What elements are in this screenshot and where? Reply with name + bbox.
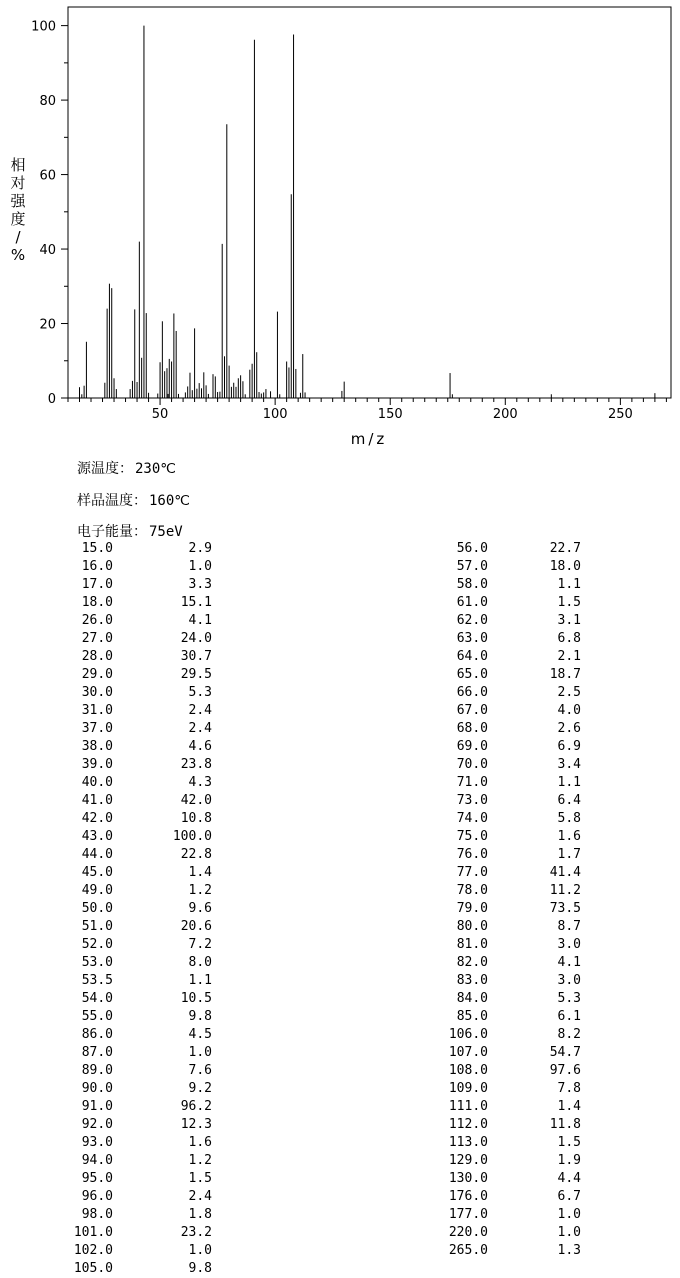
peak-intensity: 4.1	[557, 955, 581, 970]
peak-intensity: 9.8	[188, 1009, 212, 1024]
peak-mz: 109.0	[448, 1081, 488, 1096]
peak-row	[0, 648, 680, 666]
peak-intensity: 9.8	[188, 1261, 212, 1276]
x-tick-label: 100	[262, 407, 288, 422]
peak-intensity: 2.4	[188, 721, 212, 736]
peak-intensity: 1.1	[557, 775, 581, 790]
peak-row	[0, 1188, 680, 1206]
peak-mz: 86.0	[81, 1027, 113, 1042]
peak-row	[0, 1206, 680, 1224]
peak-intensity: 5.8	[557, 811, 581, 826]
x-axis-ticks	[68, 398, 666, 422]
peak-intensity: 1.5	[557, 595, 581, 610]
peak-intensity: 9.6	[188, 901, 212, 916]
peak-mz: 98.0	[81, 1207, 113, 1222]
peak-intensity: 24.0	[180, 631, 212, 646]
peak-row	[0, 846, 680, 864]
peak-intensity: 11.8	[549, 1117, 581, 1132]
peak-row	[0, 1152, 680, 1170]
peak-row	[0, 1116, 680, 1134]
peak-row	[0, 1062, 680, 1080]
peak-intensity: 4.0	[557, 703, 581, 718]
peak-intensity: 6.7	[557, 1189, 581, 1204]
electron-energy	[77, 521, 183, 541]
peak-intensity: 4.3	[188, 775, 212, 790]
peak-row	[0, 972, 680, 990]
peak-row	[0, 792, 680, 810]
peak-intensity: 5.3	[188, 685, 212, 700]
peak-intensity: 1.1	[557, 577, 581, 592]
peak-intensity: 97.6	[549, 1063, 581, 1078]
y-tick-label: 40	[39, 243, 56, 259]
peak-mz: 85.0	[456, 1009, 488, 1024]
peak-mz: 79.0	[456, 901, 488, 916]
peak-mz: 73.0	[456, 793, 488, 808]
peak-intensity: 1.9	[557, 1153, 581, 1168]
peak-mz: 65.0	[456, 667, 488, 682]
peak-intensity: 10.8	[180, 811, 212, 826]
peak-mz: 41.0	[81, 793, 113, 808]
peak-mz: 82.0	[456, 955, 488, 970]
peak-mz: 83.0	[456, 973, 488, 988]
peak-intensity: 1.8	[188, 1207, 212, 1222]
peak-intensity: 2.6	[557, 721, 581, 736]
peak-row	[0, 900, 680, 918]
source-temperature-value: 230℃	[135, 461, 177, 477]
peak-row	[0, 576, 680, 594]
peak-row	[0, 558, 680, 576]
peak-mz: 54.0	[81, 991, 113, 1006]
peak-row	[0, 1242, 680, 1260]
peak-intensity: 11.2	[549, 883, 581, 898]
peak-intensity: 10.5	[180, 991, 212, 1006]
peak-intensity: 1.4	[557, 1099, 581, 1114]
peak-mz: 27.0	[81, 631, 113, 646]
peak-row	[0, 1026, 680, 1044]
peak-intensity: 3.0	[557, 973, 581, 988]
peak-mz: 75.0	[456, 829, 488, 844]
peak-row	[0, 702, 680, 720]
plot-frame	[68, 7, 671, 398]
peak-mz: 76.0	[456, 847, 488, 862]
peak-mz: 52.0	[81, 937, 113, 952]
peak-row	[0, 1260, 680, 1278]
peak-intensity: 8.7	[557, 919, 581, 934]
peak-mz: 129.0	[448, 1153, 488, 1168]
peak-intensity: 12.3	[180, 1117, 212, 1132]
peak-mz: 91.0	[81, 1099, 113, 1114]
peak-intensity: 2.4	[188, 1189, 212, 1204]
peak-intensity: 100.0	[172, 829, 212, 844]
peak-intensity: 2.9	[188, 541, 212, 556]
peak-intensity: 73.5	[549, 901, 581, 916]
peak-intensity: 7.8	[557, 1081, 581, 1096]
peak-mz: 69.0	[456, 739, 488, 754]
peak-intensity: 23.2	[180, 1225, 212, 1240]
peak-intensity: 9.2	[188, 1081, 212, 1096]
peak-mz: 102.0	[73, 1243, 113, 1258]
peak-mz: 40.0	[81, 775, 113, 790]
peak-intensity: 2.1	[557, 649, 581, 664]
peak-intensity: 22.7	[549, 541, 581, 556]
peak-row	[0, 1170, 680, 1188]
peak-intensity: 20.6	[180, 919, 212, 934]
peak-intensity: 6.8	[557, 631, 581, 646]
peak-row	[0, 1098, 680, 1116]
peak-intensity: 5.3	[557, 991, 581, 1006]
peak-mz: 265.0	[448, 1243, 488, 1258]
peak-intensity: 15.1	[180, 595, 212, 610]
electron-energy-label: 电子能量：	[77, 524, 147, 540]
peak-mz: 113.0	[448, 1135, 488, 1150]
peak-row	[0, 666, 680, 684]
peak-mz: 74.0	[456, 811, 488, 826]
peak-mz: 55.0	[81, 1009, 113, 1024]
peak-mz: 63.0	[456, 631, 488, 646]
peak-intensity: 1.0	[557, 1225, 581, 1240]
peak-mz: 53.5	[81, 973, 113, 988]
peak-mz: 111.0	[448, 1099, 488, 1114]
sample-temperature	[77, 490, 190, 510]
peak-intensity: 54.7	[549, 1045, 581, 1060]
peak-intensity: 1.6	[557, 829, 581, 844]
x-tick-label: 50	[151, 407, 169, 422]
peak-intensity: 6.4	[557, 793, 581, 808]
peak-mz: 18.0	[81, 595, 113, 610]
peak-row	[0, 612, 680, 630]
peak-row	[0, 594, 680, 612]
peak-mz: 77.0	[456, 865, 488, 880]
peak-intensity: 2.5	[557, 685, 581, 700]
peak-intensity: 1.7	[557, 847, 581, 862]
peak-intensity: 23.8	[180, 757, 212, 772]
peak-row	[0, 720, 680, 738]
peak-row	[0, 918, 680, 936]
peak-mz: 89.0	[81, 1063, 113, 1078]
peak-row	[0, 630, 680, 648]
peak-row	[0, 738, 680, 756]
peak-mz: 220.0	[448, 1225, 488, 1240]
y-tick-label: 20	[39, 317, 56, 333]
peak-intensity: 1.0	[188, 1243, 212, 1258]
peak-mz: 28.0	[81, 649, 113, 664]
peak-intensity: 1.5	[557, 1135, 581, 1150]
peak-mz: 87.0	[81, 1045, 113, 1060]
peak-intensity: 1.0	[557, 1207, 581, 1222]
y-tick-label: 0	[47, 392, 56, 407]
peak-mz: 17.0	[81, 577, 113, 592]
y-axis-label: 相对强度/ %	[10, 156, 26, 264]
peak-intensity: 4.6	[188, 739, 212, 754]
sample-temperature-label: 样品温度：	[77, 493, 147, 509]
peak-intensity: 42.0	[180, 793, 212, 808]
peak-intensity: 18.7	[549, 667, 581, 682]
peak-row	[0, 864, 680, 882]
peak-intensity: 22.8	[180, 847, 212, 862]
peak-mz: 96.0	[81, 1189, 113, 1204]
peak-intensity: 96.2	[180, 1099, 212, 1114]
peak-intensity: 8.0	[188, 955, 212, 970]
peak-row	[0, 1044, 680, 1062]
peak-intensity: 1.3	[557, 1243, 581, 1258]
y-axis-ticks	[31, 20, 68, 407]
source-temperature	[77, 458, 176, 478]
peak-row	[0, 1008, 680, 1026]
peak-mz: 71.0	[456, 775, 488, 790]
peak-intensity: 3.4	[557, 757, 581, 772]
peak-mz: 62.0	[456, 613, 488, 628]
peak-intensity: 18.0	[549, 559, 581, 574]
peak-intensity: 1.1	[188, 973, 212, 988]
peak-mz: 56.0	[456, 541, 488, 556]
peak-bars	[80, 26, 655, 398]
peak-mz: 45.0	[81, 865, 113, 880]
peak-mz: 30.0	[81, 685, 113, 700]
peak-row	[0, 810, 680, 828]
x-tick-label: 250	[607, 407, 633, 422]
peak-intensity: 1.2	[188, 883, 212, 898]
peak-mz: 42.0	[81, 811, 113, 826]
peak-mz: 177.0	[448, 1207, 488, 1222]
x-tick-label: 150	[377, 407, 403, 422]
peak-mz: 101.0	[73, 1225, 113, 1240]
peak-row	[0, 954, 680, 972]
sample-temperature-value: 160℃	[149, 493, 191, 509]
peak-mz: 130.0	[448, 1171, 488, 1186]
peak-row	[0, 1224, 680, 1242]
peak-intensity: 41.4	[549, 865, 581, 880]
peak-mz: 16.0	[81, 559, 113, 574]
peak-intensity: 30.7	[180, 649, 212, 664]
peak-mz: 53.0	[81, 955, 113, 970]
peak-row	[0, 990, 680, 1008]
peak-mz: 95.0	[81, 1171, 113, 1186]
y-tick-label: 100	[31, 19, 56, 35]
peak-mz: 58.0	[456, 577, 488, 592]
peak-intensity: 3.1	[557, 613, 581, 628]
peak-intensity: 4.5	[188, 1027, 212, 1042]
peak-mz: 49.0	[81, 883, 113, 898]
peak-intensity: 8.2	[557, 1027, 581, 1042]
source-temperature-label: 源温度：	[77, 461, 133, 477]
peak-mz: 105.0	[73, 1261, 113, 1276]
peak-mz: 26.0	[81, 613, 113, 628]
peak-mz: 107.0	[448, 1045, 488, 1060]
electron-energy-value: 75eV	[149, 524, 183, 540]
peak-mz: 44.0	[81, 847, 113, 862]
peak-mz: 50.0	[81, 901, 113, 916]
mass-spectrum-chart	[0, 0, 680, 455]
peak-row	[0, 684, 680, 702]
peak-intensity: 29.5	[180, 667, 212, 682]
peak-row	[0, 882, 680, 900]
peak-intensity: 6.1	[557, 1009, 581, 1024]
y-tick-label: 60	[39, 168, 56, 184]
peak-intensity: 1.6	[188, 1135, 212, 1150]
peak-mz: 37.0	[81, 721, 113, 736]
peak-mz: 81.0	[456, 937, 488, 952]
peak-mz: 112.0	[448, 1117, 488, 1132]
peak-mz: 57.0	[456, 559, 488, 574]
peak-mz: 61.0	[456, 595, 488, 610]
peak-row	[0, 1134, 680, 1152]
peak-mz: 31.0	[81, 703, 113, 718]
peak-mz: 93.0	[81, 1135, 113, 1150]
peak-mz: 68.0	[456, 721, 488, 736]
y-tick-label: 80	[39, 94, 56, 110]
peak-row	[0, 756, 680, 774]
peak-mz: 108.0	[448, 1063, 488, 1078]
peak-intensity: 1.0	[188, 559, 212, 574]
peak-row	[0, 540, 680, 558]
peak-mz: 67.0	[456, 703, 488, 718]
peak-mz: 29.0	[81, 667, 113, 682]
peak-mz: 51.0	[81, 919, 113, 934]
peak-mz: 176.0	[448, 1189, 488, 1204]
peak-intensity: 6.9	[557, 739, 581, 754]
peak-row	[0, 828, 680, 846]
peak-mz: 66.0	[456, 685, 488, 700]
peak-intensity: 1.2	[188, 1153, 212, 1168]
peak-mz: 78.0	[456, 883, 488, 898]
peak-mz: 70.0	[456, 757, 488, 772]
peak-mz: 90.0	[81, 1081, 113, 1096]
peak-mz: 94.0	[81, 1153, 113, 1168]
peak-mz: 106.0	[448, 1027, 488, 1042]
peak-row	[0, 936, 680, 954]
peak-intensity: 4.4	[557, 1171, 581, 1186]
peak-mz: 80.0	[456, 919, 488, 934]
peak-intensity: 1.5	[188, 1171, 212, 1186]
peak-mz: 43.0	[81, 829, 113, 844]
peak-mz: 84.0	[456, 991, 488, 1006]
peak-row	[0, 774, 680, 792]
peak-mz: 38.0	[81, 739, 113, 754]
peak-intensity: 7.2	[188, 937, 212, 952]
peak-intensity: 4.1	[188, 613, 212, 628]
peak-intensity: 2.4	[188, 703, 212, 718]
peak-intensity: 3.0	[557, 937, 581, 952]
peak-intensity: 1.4	[188, 865, 212, 880]
peak-mz: 64.0	[456, 649, 488, 664]
peak-mz: 92.0	[81, 1117, 113, 1132]
peak-mz: 15.0	[81, 541, 113, 556]
peak-intensity: 3.3	[188, 577, 212, 592]
peak-intensity: 7.6	[188, 1063, 212, 1078]
peak-intensity: 1.0	[188, 1045, 212, 1060]
peak-row	[0, 1080, 680, 1098]
peak-mz: 39.0	[81, 757, 113, 772]
x-axis-label: m/z	[350, 430, 388, 448]
x-tick-label: 200	[492, 407, 518, 422]
